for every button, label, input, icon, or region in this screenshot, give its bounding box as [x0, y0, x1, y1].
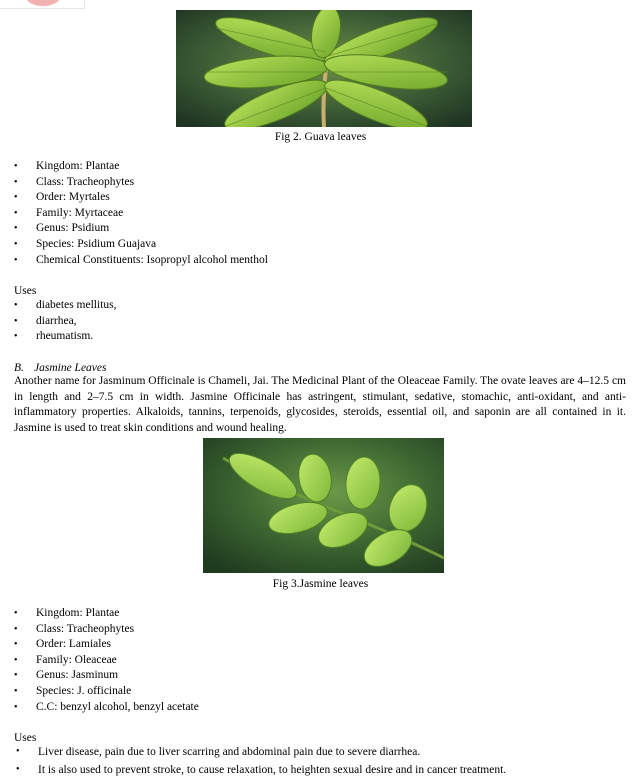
guava-leaves-photo-icon	[176, 10, 472, 127]
guava-taxonomy-list	[14, 159, 268, 268]
section-title: Jasmine Leaves	[34, 362, 107, 374]
list-item: • It is also used to prevent stroke, to cause relaxation, to heighten sexual desire and in cancer treatment.	[14, 761, 506, 779]
jasmine-uses-list	[14, 743, 506, 779]
list-item: • rheumatism.	[14, 329, 116, 345]
jasmine-uses-heading: Uses	[14, 732, 37, 744]
list-item: • Order: Myrtales	[14, 190, 268, 206]
list-item: • C.C: benzyl alcohol, benzyl acetate	[14, 700, 199, 716]
section-b-heading	[14, 361, 107, 375]
header-logo-fragment	[0, 0, 85, 9]
list-item: • Chemical Constituents: Isopropyl alcohol menthol	[14, 253, 268, 269]
guava-uses-heading: Uses	[14, 285, 37, 297]
list-item: • Kingdom: Plantae	[14, 159, 268, 175]
jasmine-taxonomy-list	[14, 606, 199, 715]
list-item: • Class: Tracheophytes	[14, 175, 268, 191]
guava-leaves-image	[176, 10, 472, 127]
jasmine-leaves-image	[203, 438, 444, 573]
list-item: • Genus: Jasminum	[14, 668, 199, 684]
list-item: • Family: Myrtaceae	[14, 206, 268, 222]
jasmine-description-paragraph: Another name for Jasminum Officinale is Chameli, Jai. The Medicinal Plant of the Oleaceae Family. The ovate leaves are 4–12.5 cm in length and 2–7.5 cm in width. Jasmine Officinale has astringent, stimulant, sedative, stomachic, anti-oxidant, and anti-inflammatory properties. Alkaloids, tannins, terpenoids, glycosides, steroids, essential oil, and saponin are all contained in it. Jasmine is used to treat skin conditions and wound healing.	[14, 375, 626, 434]
list-item: • Family: Oleaceae	[14, 653, 199, 669]
list-item: • Genus: Psidium	[14, 221, 268, 237]
figure-2-caption: Fig 2. Guava leaves	[274, 131, 367, 143]
list-item: • Order: Lamiales	[14, 637, 199, 653]
guava-uses-list	[14, 298, 116, 345]
list-item: • diabetes mellitus,	[14, 298, 116, 314]
list-item: • Liver disease, pain due to liver scarring and abdominal pain due to severe diarrhea.	[14, 743, 506, 761]
figure-3-caption: Fig 3.Jasmine leaves	[272, 578, 369, 590]
list-item: • Kingdom: Plantae	[14, 606, 199, 622]
list-item: • Class: Tracheophytes	[14, 622, 199, 638]
list-item: • Species: J. officinale	[14, 684, 199, 700]
list-item: • Species: Psidium Guajava	[14, 237, 268, 253]
jasmine-leaves-photo-icon	[203, 438, 444, 573]
section-letter: B.	[14, 362, 24, 374]
list-item: • diarrhea,	[14, 314, 116, 330]
